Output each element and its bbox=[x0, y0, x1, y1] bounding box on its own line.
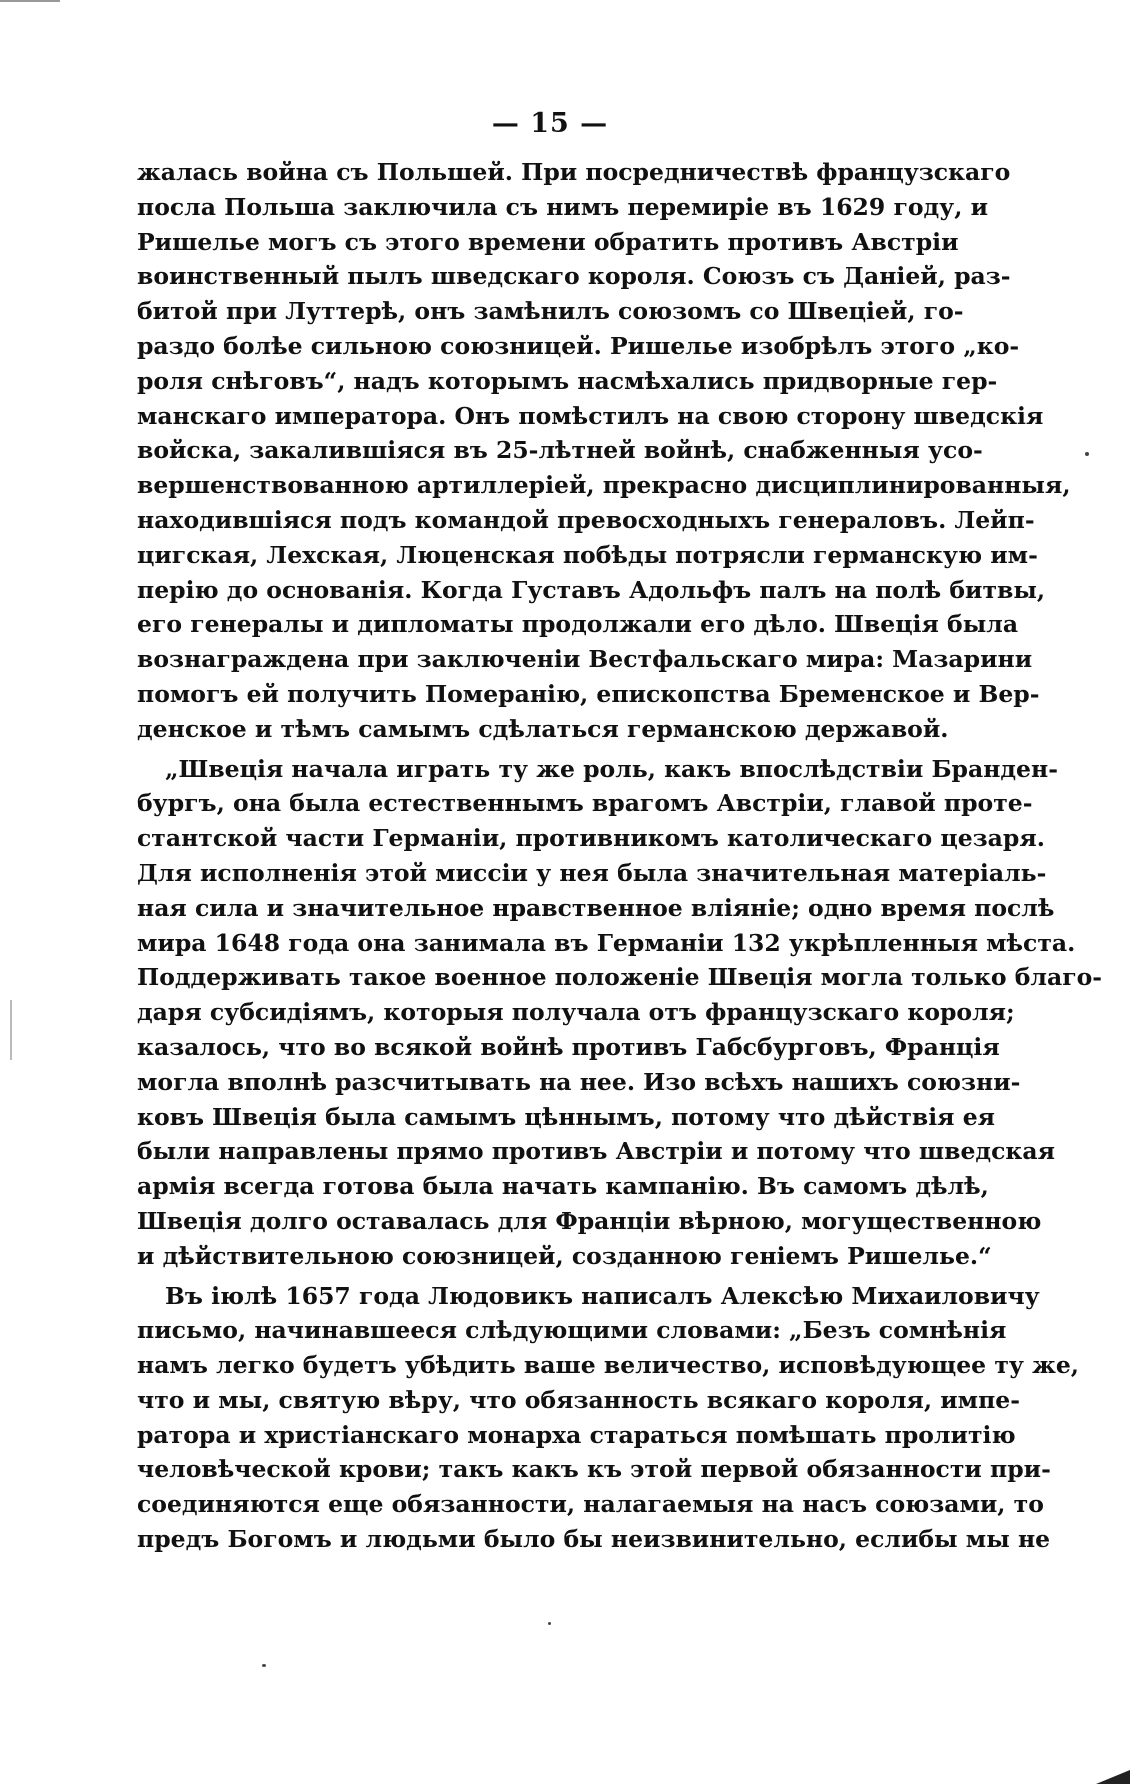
text-line: казалось, что во всякой войнѣ противъ Габсбурговъ, Франція bbox=[137, 1032, 1000, 1061]
text-line: намъ легко будетъ убѣдить ваше величество, исповѣдующее ту же, bbox=[137, 1351, 1079, 1380]
text-line: ная сила и значительное нравственное вліяніе; одно время послѣ bbox=[137, 893, 1055, 922]
scan-speck bbox=[262, 1664, 266, 1667]
text-line: Швеція долго оставалась для Франціи вѣрною, могущественною bbox=[137, 1206, 1042, 1235]
text-line: Въ іюлѣ 1657 года Людовикъ написалъ Алексѣю Михаиловичу bbox=[165, 1281, 1040, 1310]
text-line: манскаго императора. Онъ помѣстилъ на свою сторону шведскія bbox=[137, 401, 1044, 430]
text-line: человѣческой крови; такъ какъ къ этой первой обязанности при- bbox=[137, 1455, 1051, 1484]
text-line: его генералы и дипломаты продолжали его дѣло. Швеція была bbox=[137, 610, 1019, 639]
text-line: письмо, начинавшееся слѣдующими словами: „Безъ сомнѣнія bbox=[137, 1316, 1007, 1345]
text-line: и дѣйствительною союзницей, созданною геніемъ Ришелье.“ bbox=[137, 1241, 992, 1270]
text-line: были направлены прямо противъ Австріи и потому что шведская bbox=[137, 1137, 1055, 1166]
text-line: войска, закалившіяся въ 25-лѣтней войнѣ, снабженныя усо- bbox=[137, 436, 983, 465]
body-text bbox=[137, 155, 1103, 1557]
text-line: Для исполненія этой миссіи у нея была значительная матеріаль- bbox=[137, 858, 1047, 887]
text-line: воинственный пылъ шведскаго короля. Союзъ съ Даніей, раз- bbox=[137, 262, 1011, 291]
scan-edge-mark bbox=[0, 0, 60, 2]
text-line: соединяются еще обязанности, налагаемыя на насъ союзами, то bbox=[137, 1490, 1044, 1519]
paragraph bbox=[137, 155, 1071, 747]
text-line: жалась война съ Польшей. При посредничествѣ французскаго bbox=[137, 158, 1011, 186]
text-line: ратора и христіанскаго монарха стараться помѣшать пролитію bbox=[137, 1420, 1016, 1449]
scan-speck bbox=[548, 1622, 551, 1625]
text-line: что и мы, святую вѣру, что обязанность всякаго короля, импе- bbox=[137, 1385, 1021, 1414]
text-line: предъ Богомъ и людьми было бы неизвинительно, еслибы мы не bbox=[137, 1525, 1051, 1554]
text-line: вознаграждена при заключеніи Вестфальскаго мира: Мазарини bbox=[137, 645, 1033, 674]
text-line: помогъ ей получить Померанію, епископства Бременское и Вер- bbox=[137, 679, 1040, 708]
text-line: Поддерживать такое военное положеніе Швеція могла только благо- bbox=[137, 963, 1103, 992]
scan-corner-mark bbox=[1096, 1770, 1130, 1784]
paragraph bbox=[137, 1279, 1079, 1557]
text-line: ковъ Швеція была самымъ цѣннымъ, потому что дѣйствія ея bbox=[137, 1102, 996, 1131]
text-line: бургъ, она была естественнымъ врагомъ Австріи, главой проте- bbox=[137, 789, 1033, 818]
paragraph bbox=[137, 752, 1103, 1274]
text-line: армія всегда готова была начать кампанію. Въ самомъ дѣлѣ, bbox=[137, 1172, 989, 1201]
text-line: даря субсидіямъ, которыя получала отъ французскаго короля; bbox=[137, 998, 1015, 1027]
text-line: денское и тѣмъ самымъ сдѣлаться германскою державой. bbox=[137, 714, 949, 743]
text-line: могла вполнѣ разсчитывать на нее. Изо всѣхъ нашихъ союзни- bbox=[137, 1067, 1021, 1096]
text-line: Ришелье могъ съ этого времени обратить противъ Австріи bbox=[137, 227, 959, 256]
page-number: — 15 — bbox=[491, 108, 609, 139]
text-line: раздо болѣе сильною союзницей. Ришелье изобрѣлъ этого „ко- bbox=[137, 331, 1020, 360]
text-line: стантской части Германіи, противникомъ католическаго цезаря. bbox=[137, 824, 1045, 853]
text-line: вершенствованною артиллеріей, прекрасно дисциплинированныя, bbox=[137, 471, 1071, 500]
text-line: цигская, Лехская, Люценская побѣды потрясли германскую им- bbox=[137, 540, 1038, 569]
scan-edge-mark bbox=[10, 1000, 12, 1060]
text-line: „Швеція начала играть ту же роль, какъ впослѣдствіи Бранден- bbox=[165, 754, 1058, 783]
scan-speck bbox=[1085, 452, 1089, 456]
text-line: находившіяся подъ командой превосходныхъ генераловъ. Лейп- bbox=[137, 505, 1035, 534]
text-line: роля снѣговъ“, надъ которымъ насмѣхались придворные гер- bbox=[137, 366, 998, 395]
text-line: мира 1648 года она занимала въ Германіи 132 укрѣпленныя мѣста. bbox=[137, 928, 1076, 957]
text-line: перію до основанія. Когда Густавъ Адольфъ палъ на полѣ битвы, bbox=[137, 575, 1046, 604]
text-line: битой при Луттерѣ, онъ замѣнилъ союзомъ со Швеціей, го- bbox=[137, 297, 964, 326]
text-line: посла Польша заключила съ нимъ перемиріе въ 1629 году, и bbox=[137, 192, 989, 221]
